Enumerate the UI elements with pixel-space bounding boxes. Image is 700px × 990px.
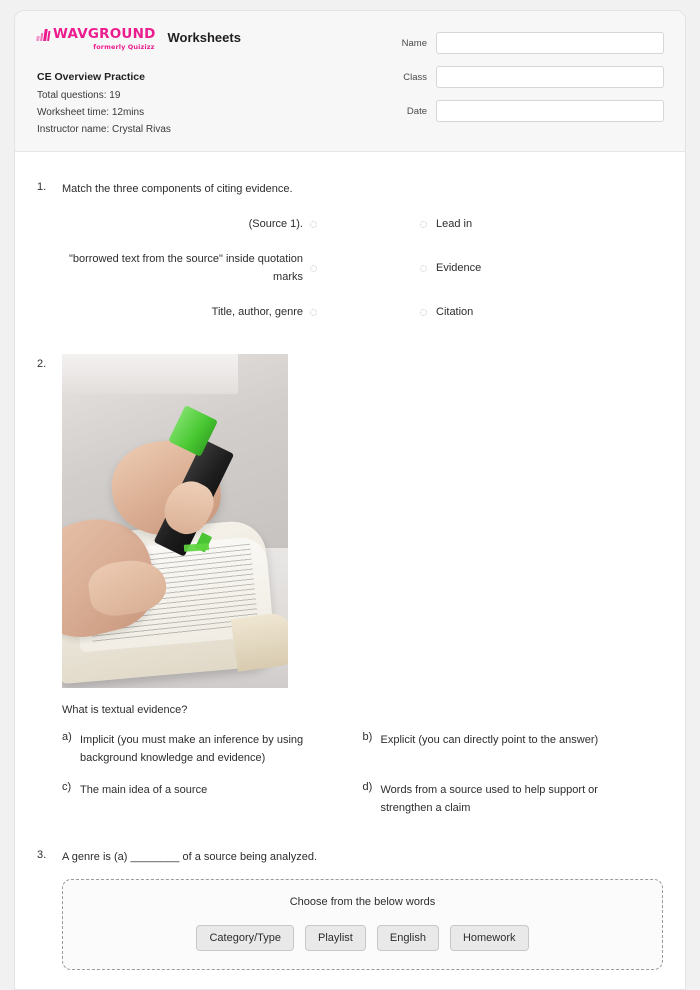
match-row [62,211,663,237]
question-3-number: 3. [37,849,47,861]
hand-highlighting-book-photo [62,354,288,688]
page-title: Worksheets [167,30,241,45]
total-questions: Total questions: 19 [37,90,121,101]
match-left-connector-dot[interactable] [310,265,317,272]
question-3 [37,849,663,970]
question-2-number: 2. [37,358,47,370]
question-2 [37,358,663,831]
match-right-connector-dot[interactable] [420,265,427,272]
worksheet-meta [37,71,171,141]
date-input[interactable] [436,100,664,122]
word-bank [62,879,663,970]
match-right-item: Citation [436,306,474,318]
name-field-row [364,32,664,54]
question-2-prompt: What is textual evidence? [62,704,188,716]
option-a[interactable] [62,731,363,767]
worksheet-title: CE Overview Practice [37,71,145,83]
name-input[interactable] [436,32,664,54]
class-field-row [364,66,664,88]
logo-wordmark: WAVGROUND [53,26,156,42]
date-field-row [364,100,664,122]
instructor-name: Instructor name: Crystal Rivas [37,124,171,135]
question-3-text: A genre is (a) ________ of a source being analyzed. [62,851,318,863]
match-right-item: Lead in [436,218,473,230]
question-1-head [37,181,663,197]
question-3-head [37,849,663,865]
logo-subtitle: formerly Quizizz [93,43,155,51]
option-a-text: Implicit (you must make an inference by using background knowledge and evidence) [80,734,304,764]
match-row [62,250,663,286]
matching-area [62,211,663,325]
wayground-logo [37,28,155,51]
questions-body [15,181,685,970]
match-right-connector-dot[interactable] [420,221,427,228]
match-left-connector-dot[interactable] [310,309,317,316]
student-fields [364,32,664,134]
word-chip[interactable]: Category/Type [196,925,294,951]
date-label: Date [406,105,427,117]
signal-bars-icon [36,28,51,41]
question-1 [37,181,663,325]
question-2-options [62,731,663,831]
match-right-item: Evidence [436,262,482,274]
option-b-key: b) [362,731,373,743]
option-d[interactable] [363,781,664,817]
logo-top-row [37,28,155,41]
match-left-item: "borrowed text from the source" inside quotation marks [68,253,303,283]
worksheet-page [14,10,686,990]
word-bank-chips [73,925,652,951]
option-a-key: a) [62,731,72,743]
question-2-media [62,354,663,688]
word-chip[interactable]: Playlist [305,925,366,951]
class-label: Class [403,71,427,83]
brand-row [37,28,241,51]
class-input[interactable] [436,66,664,88]
worksheet-header [15,11,685,152]
option-b[interactable] [363,731,664,767]
option-c-key: c) [62,781,72,793]
question-1-text: Match the three components of citing evidence. [62,183,293,195]
word-chip[interactable]: English [377,925,439,951]
match-right-connector-dot[interactable] [420,309,427,316]
option-d-text: Words from a source used to help support or strengthen a claim [380,784,598,814]
match-left-item: Title, author, genre [211,306,303,318]
match-row [62,299,663,325]
match-left-connector-dot[interactable] [310,221,317,228]
option-c[interactable] [62,781,363,817]
option-b-text: Explicit (you can directly point to the answer) [380,734,599,746]
name-label: Name [401,37,427,49]
match-left-item: (Source 1). [248,218,303,230]
question-1-number: 1. [37,181,47,193]
worksheet-time: Worksheet time: 12mins [37,107,145,118]
option-c-text: The main idea of a source [80,784,208,796]
option-d-key: d) [362,781,373,793]
word-bank-title: Choose from the below words [289,896,436,908]
word-chip[interactable]: Homework [450,925,529,951]
